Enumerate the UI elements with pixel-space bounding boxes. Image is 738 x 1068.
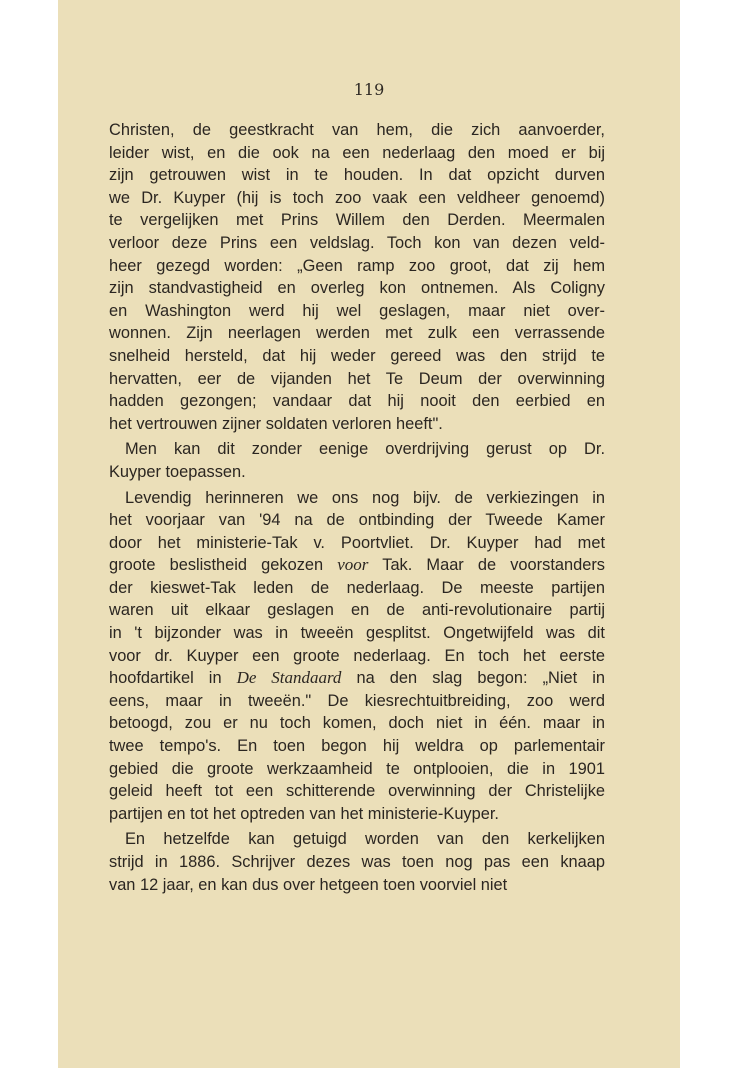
text-line: het voorjaar van '94 na de ontbinding der Tweede Kamer (109, 511, 605, 530)
paragraph (109, 119, 605, 435)
text-line: wonnen. Zijn neerlagen werden met zulk een verrassende (109, 324, 605, 343)
book-page (58, 0, 680, 1068)
text-line: partijen en tot het optreden van het ministerie-Kuyper. (109, 804, 499, 823)
text-line: strijd in 1886. Schrijver dezes was toen nog pas een knaap (109, 853, 605, 871)
text-line: betoogd, zou er nu toch komen, doch niet in één. maar in (109, 714, 605, 733)
text-line: en Washington werd hij wel geslagen, maar niet over- (109, 301, 605, 320)
line-text: na den slag begon: „Niet in (341, 669, 605, 688)
text-line: En hetzelfde kan getuigd worden van den kerkelijken (125, 830, 605, 849)
text-line: verloor deze Prins een veldslag. Toch kon van dezen veld- (109, 233, 605, 252)
text-line: Christen, de geestkracht van hem, die zich aanvoerder, (109, 121, 605, 139)
text-line: van 12 jaar, en kan dus over hetgeen toen voorviel niet (109, 875, 508, 894)
text-line: het vertrouwen zijner soldaten verloren heeft". (109, 414, 443, 433)
page-number: 119 (353, 80, 385, 99)
text-line: snelheid hersteld, dat hij weder gereed was den strijd te (109, 346, 605, 365)
text-line: hervatten, eer de vijanden het Te Deum der overwinning (109, 369, 605, 388)
text-line (109, 667, 605, 690)
text-line: Kuyper toepassen. (109, 462, 246, 481)
text-line: geleid heeft tot een schitterende overwinning der Christelijke (109, 782, 605, 801)
text-line: te vergelijken met Prins Willem den Derden. Meermalen (109, 211, 605, 230)
text-line: zijn standvastigheid en overleg kon ontnemen. Als Coligny (109, 279, 605, 298)
text-line: Men kan dit zonder eenige overdrijving gerust op Dr. (125, 440, 605, 459)
emphasized-text: De Standaard (236, 668, 342, 688)
text-line: door het ministerie-Tak v. Poortvliet. Dr. Kuyper had met (109, 533, 605, 552)
text-line: eens, maar in tweeën." De kiesrechtuitbreiding, zoo werd (109, 691, 605, 710)
text-line: twee tempo's. En toen begon hij weldra op parlementair (109, 737, 605, 756)
text-line: hadden gezongen; vandaar dat hij nooit den eerbied en (109, 392, 605, 411)
text-line (109, 554, 605, 577)
text-line: leider wist, en die ook na een nederlaag den moed er bij (109, 143, 605, 162)
line-text: groote beslistheid gekozen (109, 556, 338, 575)
paragraph (109, 828, 605, 896)
line-text: hoofdartikel in (109, 669, 237, 688)
text-line: der kieswet-Tak leden de nederlaag. De meeste partijen (109, 578, 605, 597)
paragraph (109, 487, 605, 826)
text-line: voor dr. Kuyper een groote nederlaag. En toch het eerste (109, 646, 605, 665)
text-line: heer gezegd worden: „Geen ramp zoo groot, dat zij hem (109, 256, 605, 275)
text-line: gebied die groote werkzaamheid te ontplooien, die in 1901 (109, 759, 605, 778)
text-line: waren uit elkaar geslagen en de anti-revolutionaire partij (109, 601, 605, 620)
text-line: in 't bijzonder was in tweeën gesplitst. Ongetwijfeld was dit (109, 624, 605, 643)
line-text: Tak. Maar de voorstanders (368, 556, 605, 575)
text-line: zijn getrouwen wist in te houden. In dat opzicht durven (109, 166, 605, 185)
emphasized-text: voor (337, 555, 369, 575)
text-line: Levendig herinneren we ons nog bijv. de verkiezingen in (125, 488, 605, 507)
page-text-body (109, 119, 605, 899)
paragraph (109, 438, 605, 483)
text-line: we Dr. Kuyper (hij is toch zoo vaak een veldheer genoemd) (109, 188, 605, 207)
